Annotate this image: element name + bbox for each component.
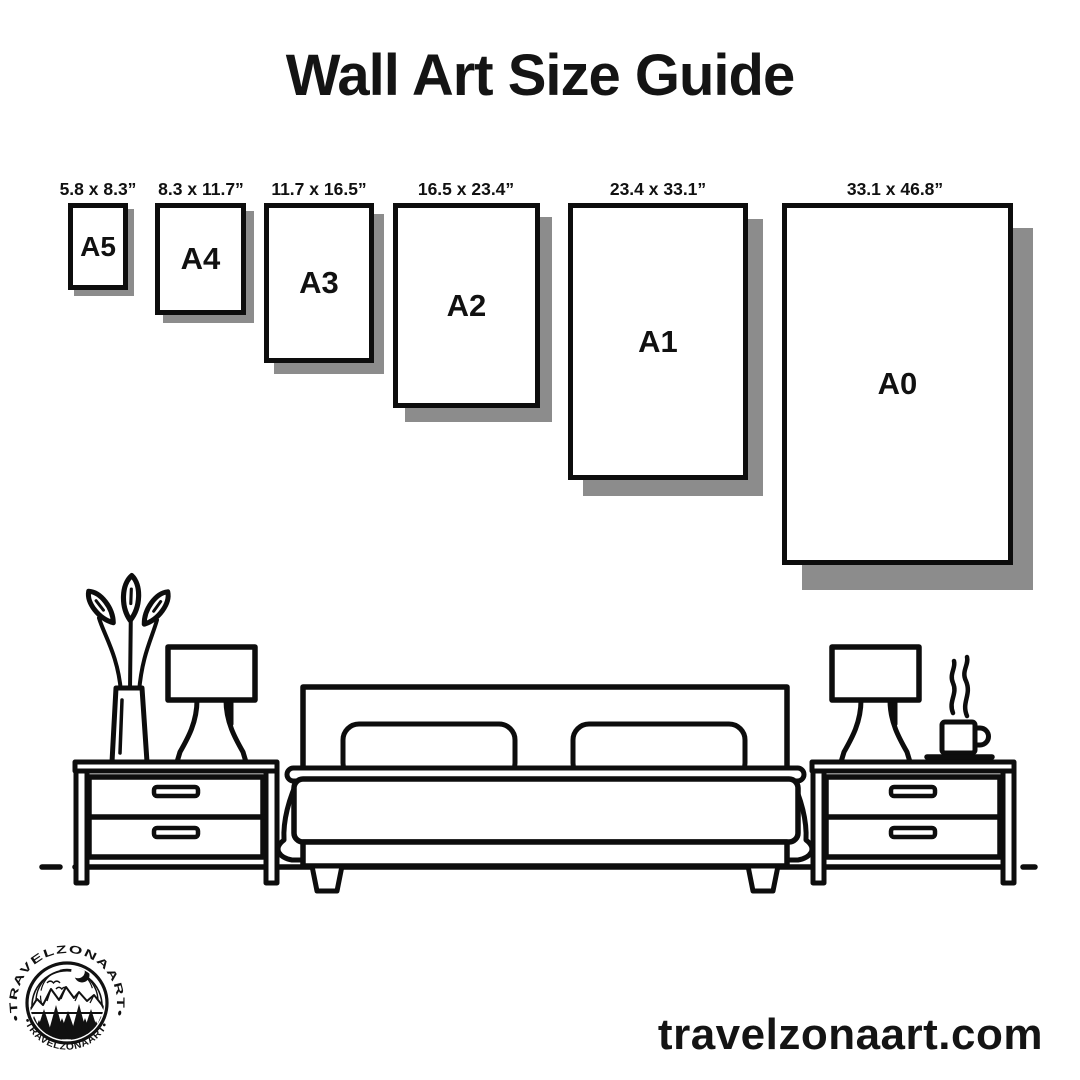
size-rect-a4 xyxy=(155,203,246,315)
dimensions-label-a0: 33.1 x 46.8” xyxy=(846,179,944,199)
logo-arc-text-bottom: •TRAVELZONAART• xyxy=(21,1016,111,1053)
size-name-a4: A4 xyxy=(180,241,221,276)
double-bed-icon xyxy=(278,687,812,891)
logo-arc-text-top: •TRAVELZONAART• xyxy=(7,943,127,1023)
size-name-a1: A1 xyxy=(638,323,678,359)
bedroom-scene-illustration xyxy=(0,570,1080,900)
dimensions-label-a4: 8.3 x 11.7” xyxy=(158,179,244,199)
size-name-a3: A3 xyxy=(299,265,339,300)
size-name-a0: A0 xyxy=(877,366,918,401)
size-name-a2: A2 xyxy=(446,287,487,323)
flower-vase-icon xyxy=(83,575,173,762)
size-rect-a2 xyxy=(393,203,540,408)
table-lamp-icon xyxy=(832,647,919,762)
website-url: travelzonaart.com xyxy=(657,1010,1043,1059)
size-name-a5: A5 xyxy=(80,230,116,262)
coffee-cup-icon xyxy=(927,657,992,757)
dimensions-label-a1: 23.4 x 33.1” xyxy=(609,179,707,199)
size-rect-a1 xyxy=(568,203,748,480)
dimensions-label-a3: 11.7 x 16.5” xyxy=(271,179,367,199)
size-rect-a0 xyxy=(782,203,1013,565)
dimensions-label-a2: 16.5 x 23.4” xyxy=(417,179,515,199)
size-rect-a5 xyxy=(68,203,128,290)
page-title: Wall Art Size Guide xyxy=(285,43,795,108)
dimensions-label-a5: 5.8 x 8.3” xyxy=(59,179,137,199)
mountains-icon xyxy=(28,987,106,1013)
table-lamp-icon xyxy=(168,647,255,762)
size-rect-a3 xyxy=(264,203,374,363)
travelzonaart-logo xyxy=(0,925,140,1080)
